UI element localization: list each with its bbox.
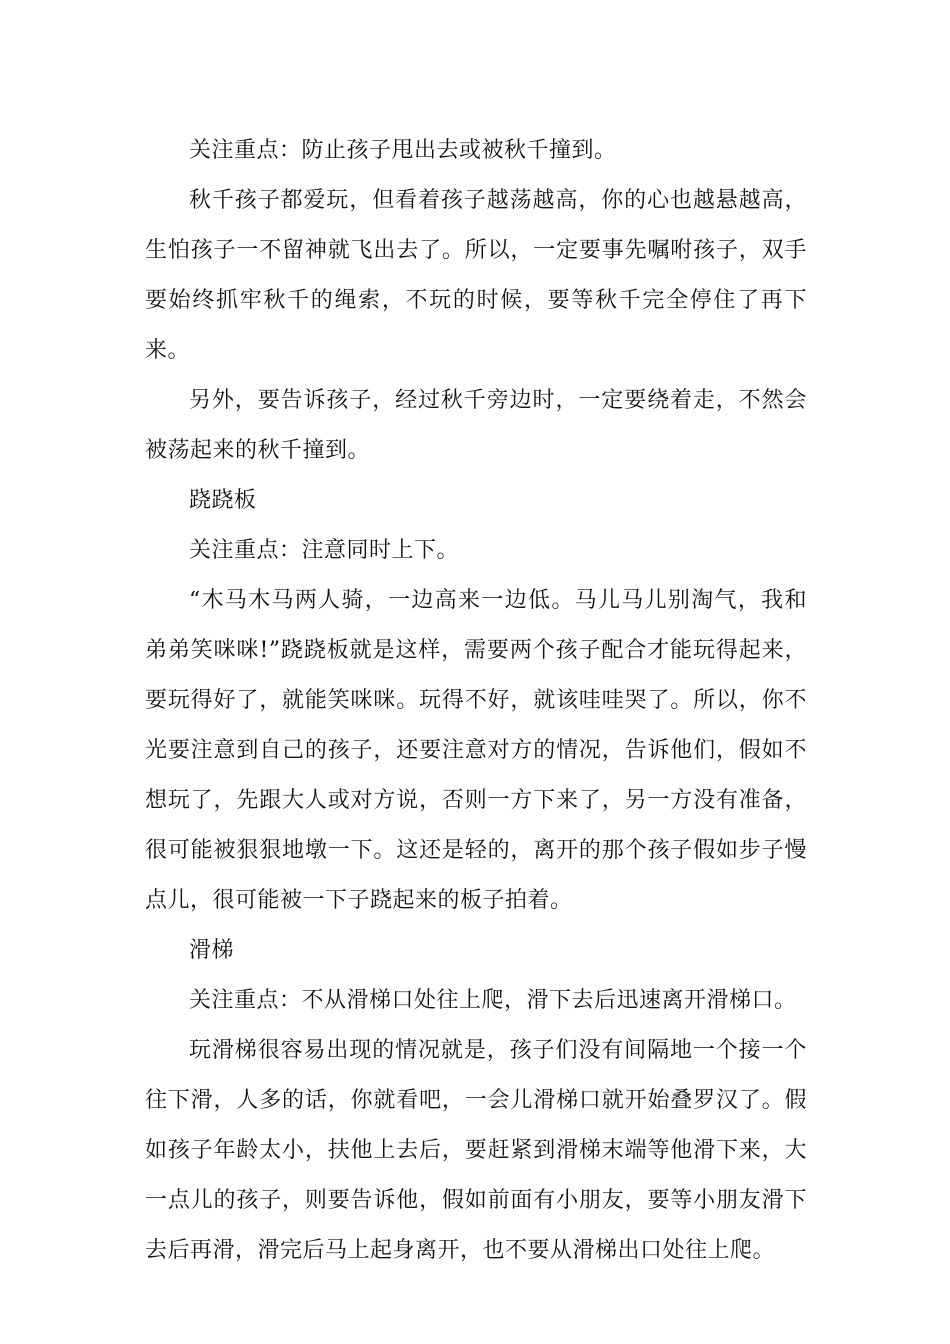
slide-advice-paragraph: 玩滑梯很容易出现的情况就是，孩子们没有间隔地一个接一个往下滑，人多的话，你就看吧，一会儿滑梯口就开始叠罗汉了。假如孩子年龄太小，扶他上去后，要赶紧到滑梯末端等他滑下来，大一点儿的孩子，则要告诉他，假如前面有小朋友，要等小朋友滑下去后再滑，滑完后马上起身离开，也不要从滑梯出口处往上爬。 (145, 1038, 807, 1263)
slide-focus-paragraph: 关注重点：不从滑梯口处往上爬，滑下去后迅速离开滑梯口。 (189, 988, 797, 1013)
seesaw-focus-paragraph: 关注重点：注意同时上下。 (189, 538, 460, 563)
seesaw-heading: 跷跷板 (189, 488, 257, 513)
slide-heading: 滑梯 (189, 938, 235, 963)
seesaw-advice-paragraph: “木马木马两人骑，一边高来一边低。马儿马儿别淘气，我和弟弟笑咪咪!”跷跷板就是这样，需要两个孩子配合才能玩得起来，要玩得好了，就能笑咪咪。玩得不好，就该哇哇哭了。所以，你不光要注意到自己的孩子，还要注意对方的情况，告诉他们，假如不想玩了，先跟大人或对方说，否则一方下来了，另一方没有准备，很可能被狠狠地墩一下。这还是轻的，离开的那个孩子假如步子慢点儿，很可能被一下子跷起来的板子拍着。 (145, 588, 807, 913)
body-text (145, 126, 807, 1276)
swing-focus-paragraph: 关注重点：防止孩子甩出去或被秋千撞到。 (189, 138, 617, 163)
swing-advice-paragraph: 秋千孩子都爱玩，但看着孩子越荡越高，你的心也越悬越高，生怕孩子一不留神就飞出去了。所以，一定要事先嘱咐孩子，双手要始终抓牢秋千的绳索，不玩的时候，要等秋千完全停住了再下来。 (145, 188, 807, 363)
swing-passing-paragraph: 另外，要告诉孩子，经过秋千旁边时，一定要绕着走，不然会被荡起来的秋千撞到。 (145, 388, 807, 463)
